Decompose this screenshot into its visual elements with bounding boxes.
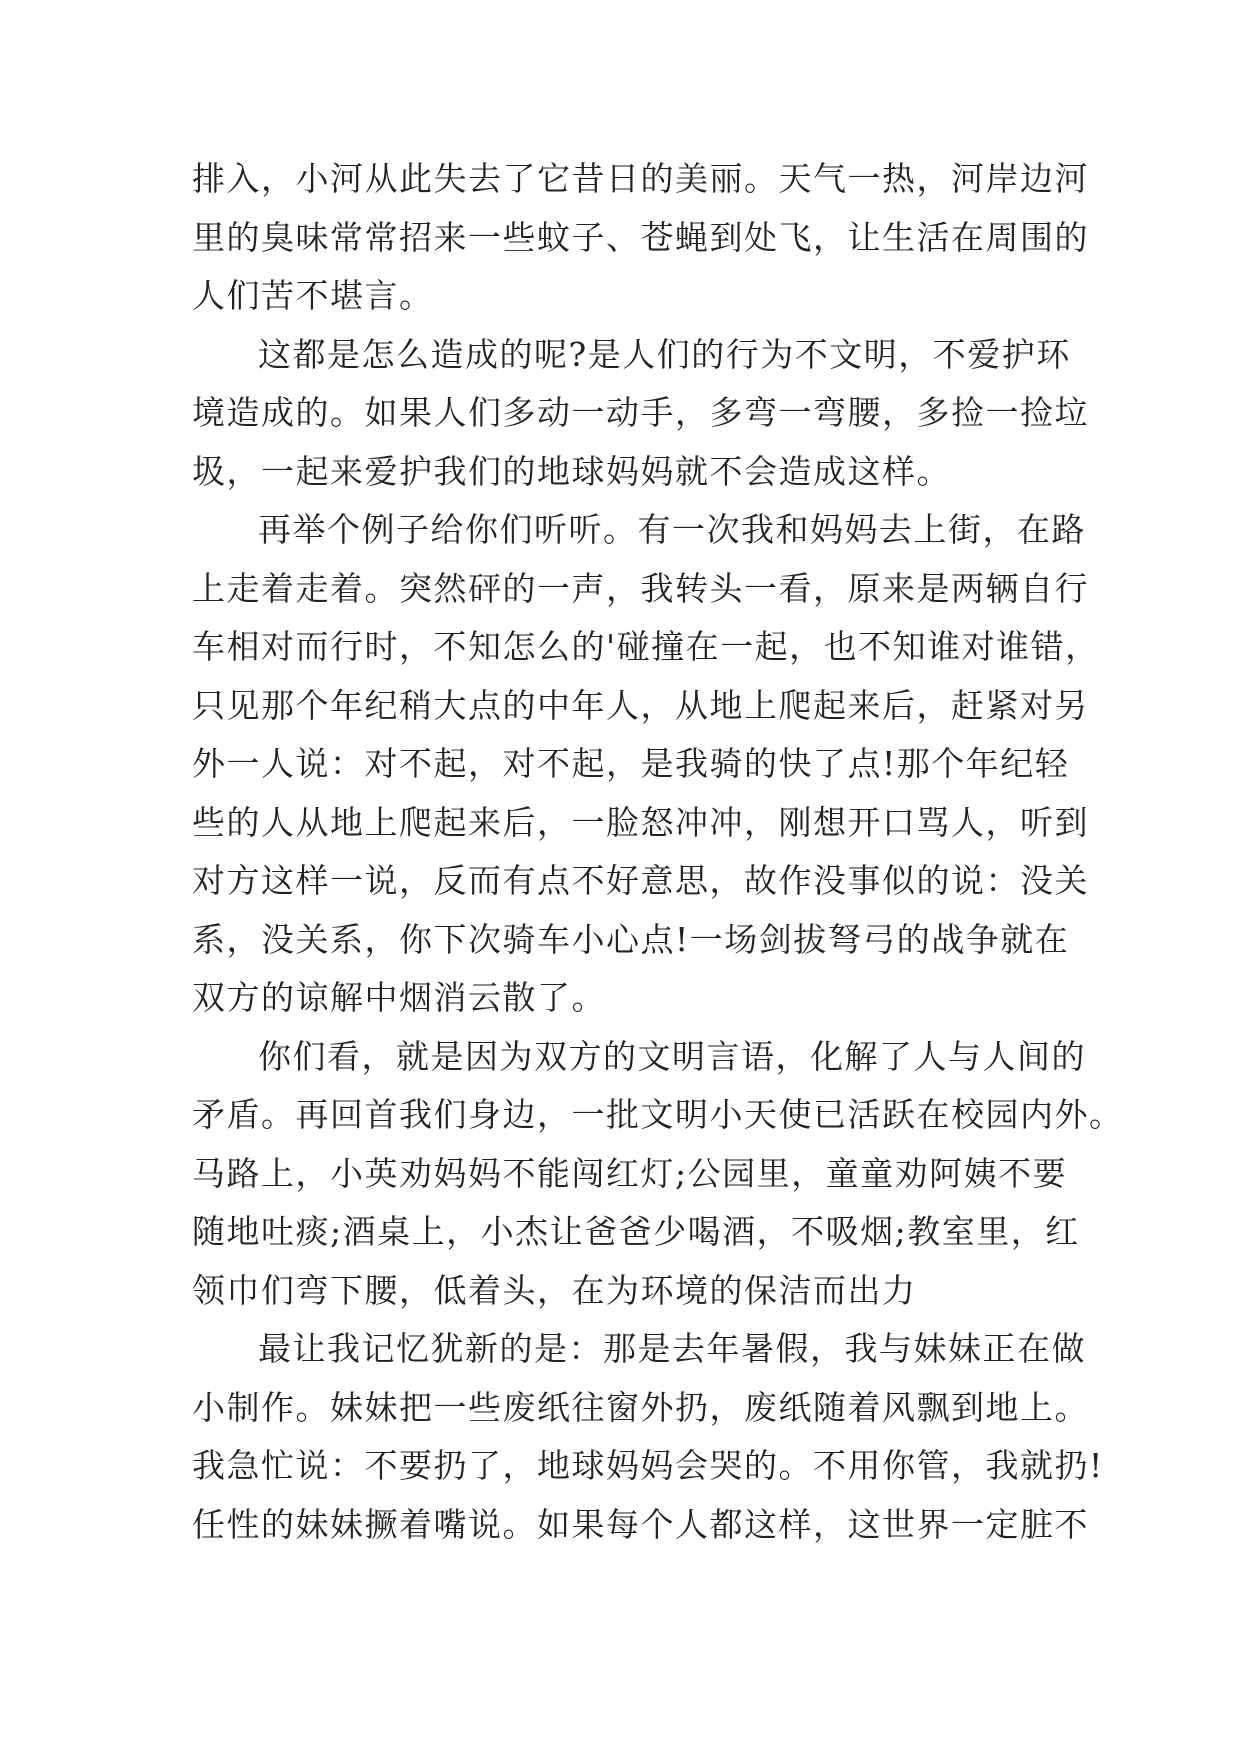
paragraph-3 — [192, 501, 1100, 1028]
text-line: 双方的谅解中烟消云散了。 — [192, 978, 606, 1017]
text-line: 外一人说：对不起，对不起，是我骑的快了点!那个年纪轻 — [192, 744, 1070, 783]
text-line: 马路上，小英劝妈妈不能闯红灯;公园里，童童劝阿姨不要 — [192, 1153, 1068, 1193]
paragraph-1 — [192, 150, 1089, 326]
text-line: 对方这样一说，反而有点不好意思，故作没事似的说：没关 — [192, 861, 1089, 900]
text-line: 些的人从地上爬起来后，一脸怒冲冲，刚想开口骂人，听到 — [192, 802, 1089, 842]
document-body — [192, 150, 1124, 1554]
text-line: 这都是怎么造成的呢?是人们的行为不文明，不爱护环 — [258, 334, 1071, 374]
text-line: 排入，小河从此失去了它昔日的美丽。天气一热，河岸边河 — [192, 159, 1089, 198]
text-line: 只见那个年纪稍大点的中年人，从地上爬起来后，赶紧对另 — [192, 685, 1089, 725]
paragraph-5 — [192, 1320, 1104, 1554]
text-line: 再举个例子给你们听听。有一次我和妈妈去上街，在路 — [258, 510, 1086, 549]
text-line: 系，没关系，你下次骑车小心点!一场剑拔弩弓的战争就在 — [192, 919, 1070, 959]
text-line: 领巾们弯下腰，低着头，在为环境的保洁而出力 — [192, 1270, 917, 1310]
text-line: 上走着走着。突然砰的一声，我转头一看，原来是两辆自行 — [192, 568, 1089, 608]
text-line: 人们苦不堪言。 — [192, 276, 434, 315]
paragraph-4 — [192, 1028, 1124, 1321]
text-line: 圾，一起来爱护我们的地球妈妈就不会造成这样。 — [192, 451, 951, 491]
text-line: 矛盾。再回首我们身边，一批文明小天使已活跃在校园内外。 — [192, 1095, 1124, 1134]
text-line: 最让我记忆犹新的是：那是去年暑假，我与妹妹正在做 — [258, 1329, 1086, 1368]
text-line: 随地吐痰;酒桌上，小杰让爸爸少喝酒，不吸烟;教室里，红 — [192, 1212, 1080, 1251]
text-line: 小制作。妹妹把一些废纸往窗外扔，废纸随着风飘到地上。 — [192, 1387, 1089, 1427]
text-line: 境造成的。如果人们多动一动手，多弯一弯腰，多捡一捡垃 — [192, 393, 1089, 432]
text-line: 车相对而行时，不知怎么的'碰撞在一起，也不知谁对谁错， — [192, 627, 1100, 666]
paragraph-2 — [192, 326, 1089, 502]
text-line: 任性的妹妹撅着嘴说。如果每个人都这样，这世界一定脏不 — [192, 1504, 1089, 1544]
text-line: 里的臭味常常招来一些蚊子、苍蝇到处飞，让生活在周围的 — [192, 217, 1089, 257]
text-line: 我急忙说：不要扔了，地球妈妈会哭的。不用你管，我就扔! — [192, 1446, 1104, 1485]
text-line: 你们看，就是因为双方的文明言语，化解了人与人间的 — [258, 1036, 1086, 1076]
